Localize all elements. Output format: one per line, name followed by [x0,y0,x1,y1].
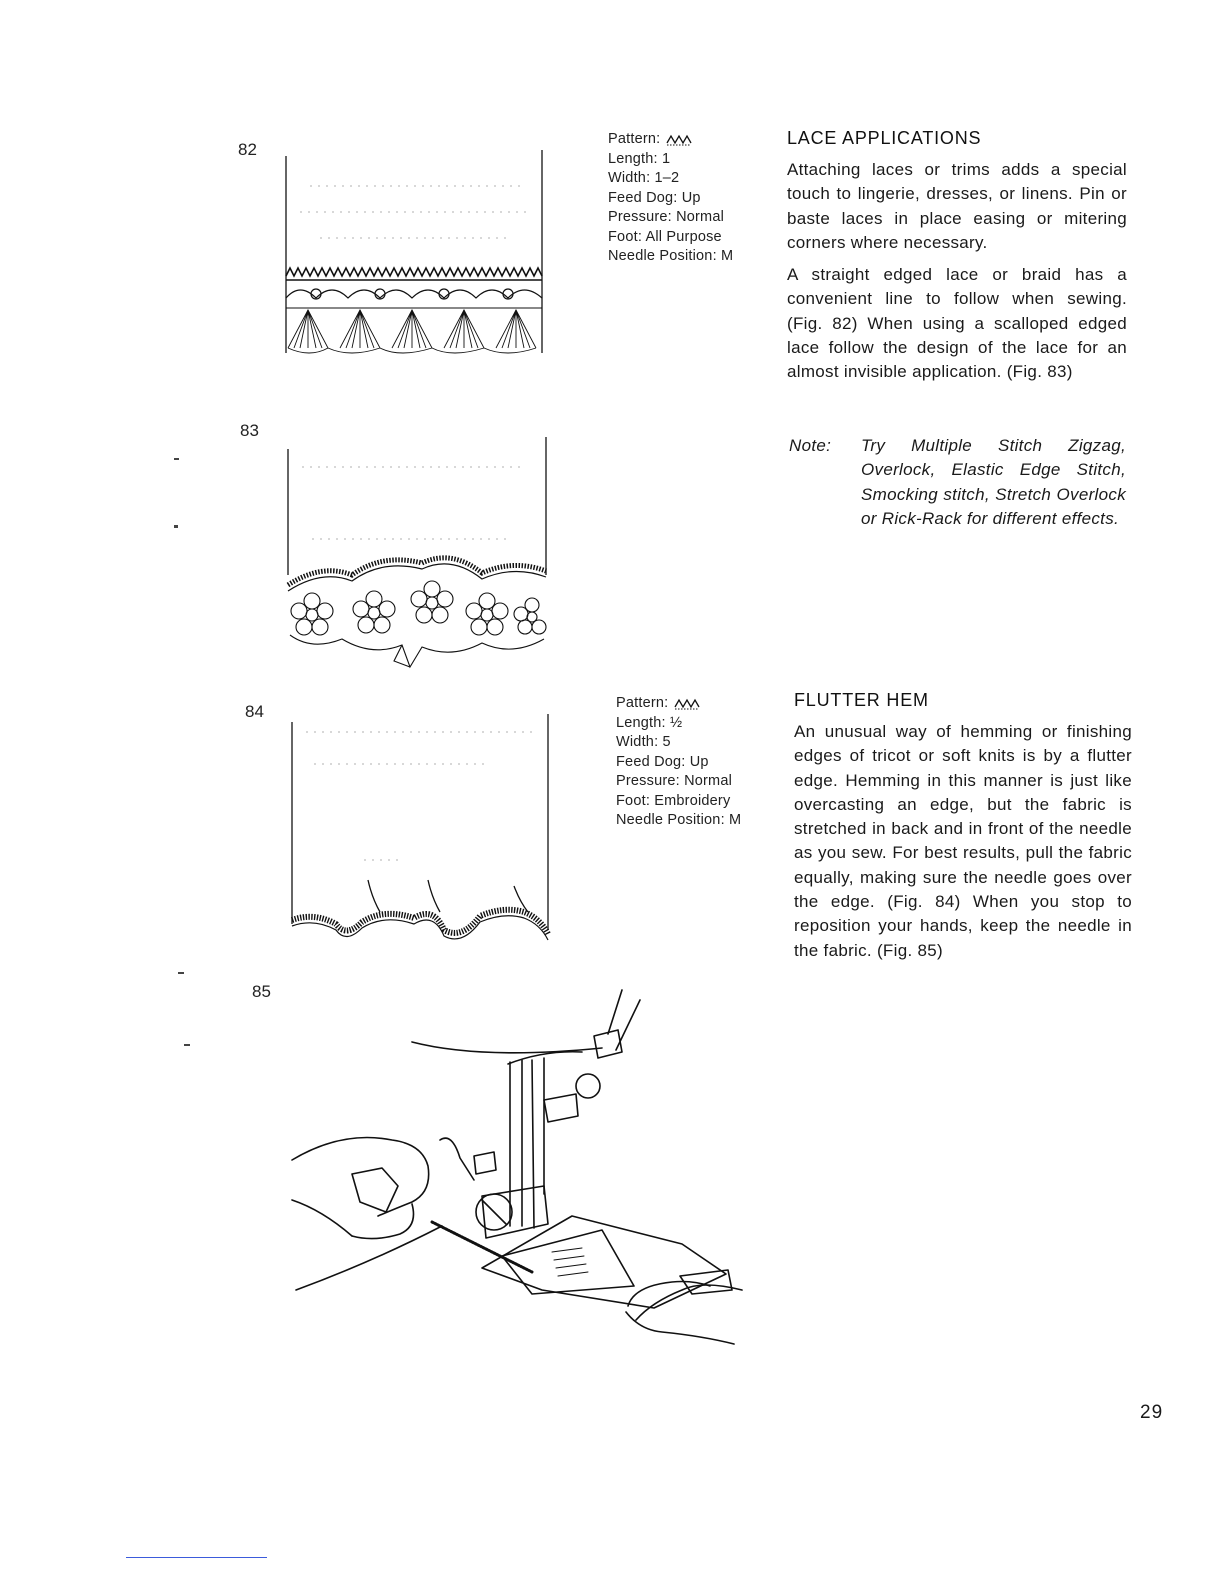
lace-applications-heading: LACE APPLICATIONS [787,128,982,148]
zigzag-stitch-icon [673,697,701,709]
width-setting: Width: 1–2 [608,170,680,186]
note-label: Note: [789,436,832,455]
figure-85-number: 85 [252,982,271,1001]
lace-paragraph-1: Attaching laces or trims adds a special touch to lingerie, dresses, or linens. Pin or baste laces in place easing or mitering corners where necessary. [787,160,1127,252]
foot-setting: Foot: Embroidery [616,792,731,809]
flutter-hem-heading: FLUTTER HEM [794,690,929,710]
figure-82-number: 82 [238,140,257,159]
page-number: 29 [1140,1402,1164,1423]
figure-82-illustration [280,148,548,358]
figure-84-number: 84 [245,702,264,721]
margin-mark [174,525,178,528]
width-setting: Width: 5 [616,734,671,750]
foot-setting: Foot: All Purpose [608,228,722,245]
figure-83-number: 83 [240,421,259,440]
feed-dog-setting: Feed Dog: Up [616,753,709,770]
bottom-rule [126,1557,267,1558]
length-setting: Length: ½ [616,714,683,731]
lace-settings-block [608,130,733,267]
margin-mark [184,1044,190,1046]
lace-note [789,434,1129,559]
length-setting: Length: 1 [608,150,671,167]
pressure-setting: Pressure: Normal [608,209,725,225]
zigzag-stitch-icon [665,133,693,145]
flutter-hem-body [794,720,1132,971]
pattern-label: Pattern: [616,695,669,711]
figure-85-illustration [282,990,742,1350]
lace-applications-body [787,158,1127,393]
note-text: Try Multiple Stitch Zigzag, Overlock, Elastic Edge Stitch, Smocking stitch, Stretch Overlock or Rick-Rack for different effects. [861,436,1126,528]
needle-position-setting: Needle Position: M [616,812,742,828]
feed-dog-setting: Feed Dog: Up [608,189,701,206]
pattern-row [608,130,733,150]
margin-mark [174,458,179,460]
figure-84-illustration [284,712,556,944]
flutter-paragraph-1: An unusual way of hemming or finishing edges of tricot or soft knits is by a flutter edge. Hemming in this manner is just like overcasting an edge, but the fabric is stretched in back and in front of the needle as you sew. For best results, pull the fabric equally, making sure the needle goes over the edge. (Fig. 84) When you stop to reposition your hands, keep the needle in the fabric. (Fig. 85) [794,722,1132,960]
pattern-row [616,694,741,714]
pattern-label: Pattern: [608,131,661,147]
pressure-setting: Pressure: Normal [616,773,733,789]
margin-mark [178,972,184,974]
figure-83-illustration [282,435,554,667]
lace-paragraph-2: A straight edged lace or braid has a convenient line to follow when sewing. (Fig. 82) When using a scalloped edged lace follow the design of the lace for an almost invisible application. (Fig. 83) [787,265,1127,382]
flutter-settings-block [616,694,741,831]
needle-position-setting: Needle Position: M [608,248,734,264]
